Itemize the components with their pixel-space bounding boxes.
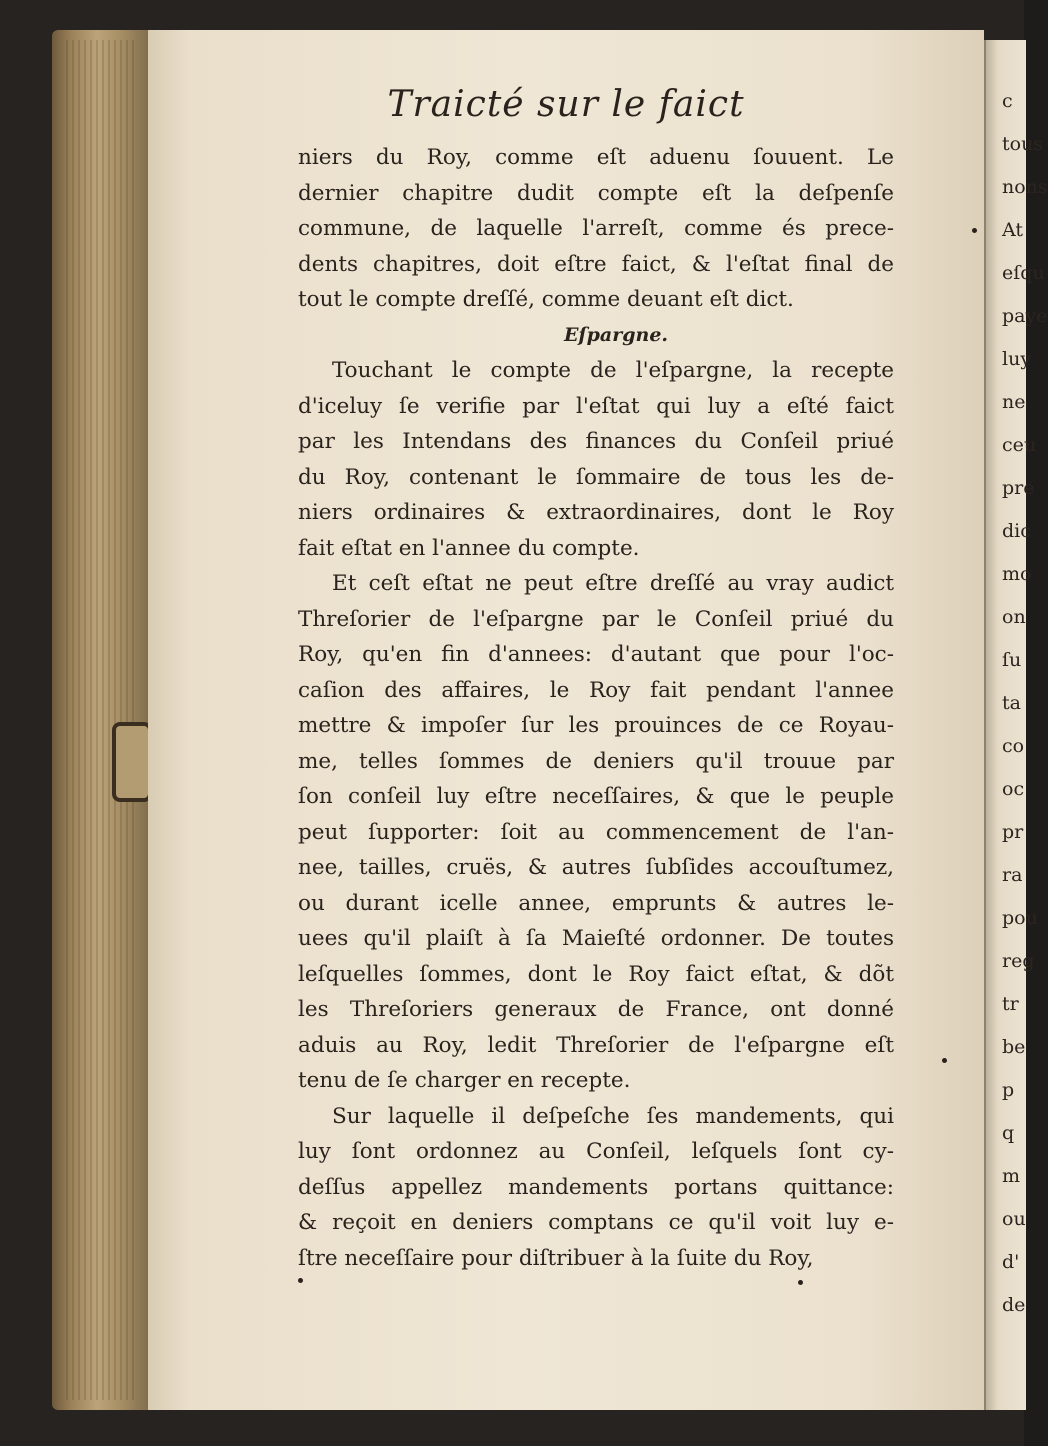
text-line: uees qu'il plaiſt à ſa Maieſté ordonner. De toutes bbox=[298, 926, 894, 951]
next-page-fragment: nons bbox=[1002, 176, 1048, 198]
ink-speck bbox=[972, 228, 977, 233]
next-page-fragment: oc bbox=[1002, 778, 1025, 800]
text-line: tout le compte dreſſé, comme deuant eſt dict. bbox=[298, 287, 794, 312]
text-line: dents chapitres, doit eſtre faict, & l'eſtat final de bbox=[298, 251, 894, 277]
next-page-fragment: m bbox=[1002, 1165, 1021, 1187]
text-line: Threſorier de l'eſpargne par le Conſeil priué du bbox=[298, 606, 894, 632]
text-line: Sur laquelle il deſpeſche ſes mandements, qui bbox=[332, 1103, 894, 1129]
page-body-text bbox=[298, 140, 894, 1276]
text-line: ou durant icelle annee, emprunts & autres le- bbox=[298, 890, 894, 916]
running-head: Traicté sur le faict bbox=[387, 84, 745, 125]
next-page-fragment: tr bbox=[1002, 993, 1019, 1015]
next-page-fragment: p bbox=[1002, 1079, 1015, 1101]
text-line: nee, tailles, cruës, & autres ſubſides accouſtumez, bbox=[298, 855, 894, 880]
next-page-fragment: paye bbox=[1002, 305, 1048, 327]
text-line: fait eſtat en l'annee du compte. bbox=[298, 535, 640, 561]
page-edges bbox=[66, 40, 136, 1400]
next-page-fragment: pr bbox=[1002, 821, 1024, 843]
next-page-fragment: dic bbox=[1002, 520, 1031, 542]
text-line: & reçoit en deniers comptans ce qu'il voit luy e- bbox=[298, 1210, 894, 1235]
next-page-fragment: co bbox=[1002, 735, 1025, 757]
next-page-fragment: ſu bbox=[1002, 649, 1022, 671]
text-line: deſſus appellez mandements portans quittance: bbox=[298, 1174, 894, 1200]
text-line: Touchant le compte de l'eſpargne, la recepte bbox=[332, 358, 894, 383]
text-line: caſion des affaires, le Roy fait pendant l'annee bbox=[298, 677, 894, 703]
next-page-fragment: q bbox=[1002, 1122, 1015, 1144]
next-page-fragment: ta bbox=[1002, 692, 1021, 714]
text-line: me, telles ſommes de deniers qu'il trouue par bbox=[298, 748, 894, 774]
text-line: du Roy, contenant le ſommaire de tous les de- bbox=[298, 464, 894, 490]
next-page-fragment: on bbox=[1002, 606, 1026, 628]
text-line: niers du Roy, comme eſt aduenu ſouuent. Le bbox=[298, 145, 894, 170]
text-line: Et ceſt eſtat ne peut eſtre dreſſé au vray audict bbox=[332, 571, 894, 596]
text-line: leſquelles ſommes, dont le Roy faict eſtat, & dõt bbox=[298, 961, 894, 987]
next-page-fragment: reg bbox=[1002, 950, 1035, 972]
text-line: commune, de laquelle l'arreſt, comme és prece- bbox=[298, 216, 894, 241]
ink-speck bbox=[298, 1278, 303, 1283]
text-line: les Threſoriers generaux de France, ont donné bbox=[298, 997, 894, 1022]
text-line: niers ordinaires & extraordinaires, dont le Roy bbox=[298, 500, 894, 525]
next-page-fragment: d' bbox=[1002, 1251, 1020, 1273]
next-page-fragment: c bbox=[1002, 90, 1013, 112]
text-line: par les Intendans des finances du Conſeil priué bbox=[298, 429, 894, 454]
binding-clasp bbox=[112, 722, 152, 802]
section-heading: Eſpargne. bbox=[563, 323, 669, 346]
right-page-sliver bbox=[984, 40, 1048, 1410]
next-page-fragment: ceu bbox=[1002, 434, 1037, 456]
next-page-fragment: tous bbox=[1002, 133, 1044, 155]
next-page-fragment: be bbox=[1002, 1036, 1026, 1058]
ink-speck bbox=[798, 1280, 803, 1285]
text-line: dernier chapitre dudit compte eſt la deſpenſe bbox=[298, 180, 894, 206]
next-page-fragment: pre bbox=[1002, 477, 1035, 499]
next-page-fragment: ou bbox=[1002, 1208, 1026, 1230]
text-line: Roy, qu'en fin d'annees: d'autant que pour l'oc- bbox=[298, 642, 894, 667]
next-page-fragment: eſqu bbox=[1002, 262, 1045, 284]
next-page-fragment: ne bbox=[1002, 391, 1026, 413]
next-page-fragment: pou bbox=[1002, 907, 1038, 929]
next-page-fragment: ra bbox=[1002, 864, 1023, 886]
text-line: peut ſupporter: ſoit au commencement de l'an- bbox=[298, 819, 894, 845]
next-page-fragment: luy bbox=[1002, 348, 1032, 370]
text-line: luy ſont ordonnez au Conſeil, leſquels ſont cy- bbox=[298, 1139, 894, 1164]
ink-speck bbox=[942, 1058, 947, 1063]
next-page-fragment: mo bbox=[1002, 563, 1032, 585]
next-page-fragment: At bbox=[1002, 219, 1024, 241]
text-line: mettre & impoſer ſur les prouinces de ce Royau- bbox=[298, 713, 894, 738]
text-line: d'iceluy ſe verifie par l'eſtat qui luy a eſté faict bbox=[298, 393, 894, 419]
text-line: ſtre neceſſaire pour diſtribuer à la ſuite du Roy, bbox=[298, 1245, 814, 1271]
text-line: tenu de ſe charger en recepte. bbox=[298, 1068, 631, 1093]
text-line: ſon conſeil luy eſtre neceſſaires, & que le peuple bbox=[298, 784, 894, 809]
next-page-fragment: de bbox=[1002, 1294, 1026, 1316]
text-line: aduis au Roy, ledit Threſorier de l'eſpargne eſt bbox=[298, 1032, 894, 1058]
